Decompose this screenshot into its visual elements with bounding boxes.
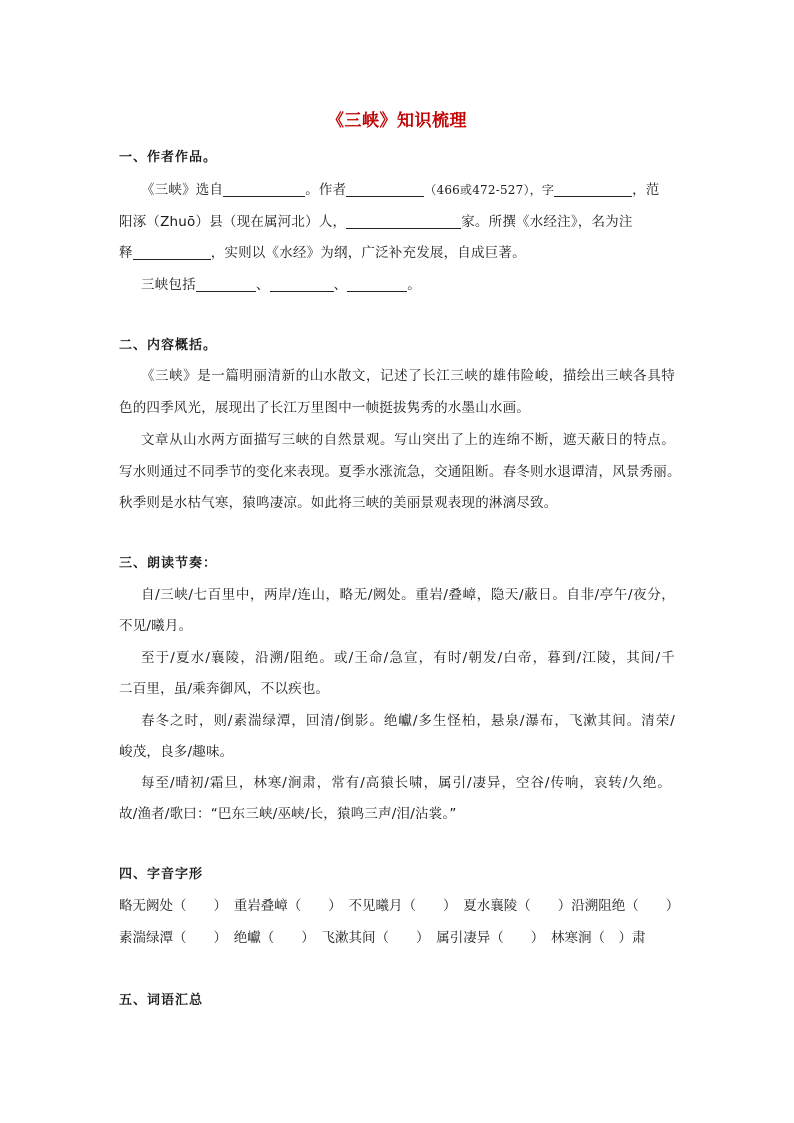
section5-heading: 五、词语汇总 <box>119 993 204 1008</box>
text-fragment: （466或472-527），字 <box>424 183 555 197</box>
blank-author[interactable] <box>346 182 424 197</box>
text-fragment: 、 <box>255 277 270 293</box>
section3-line: 自/三峡/七百里中，两岸/连山，略无/阙处。重岩/叠嶂，隐天/蔽日。自非/亭午/夜分， <box>141 587 675 603</box>
section2-heading: 二、内容概括。 <box>119 338 218 353</box>
blank-gorge-1[interactable] <box>196 277 256 292</box>
text-fragment: 。 <box>407 277 421 293</box>
section1-line4 <box>141 273 421 293</box>
section2-line: 文章从山水两方面描写三峡的自然景观。写山突出了上的连绵不断，遮天蔽日的特点。 <box>141 432 675 448</box>
section1-line1 <box>141 178 660 198</box>
text-fragment: 释 <box>119 245 133 261</box>
section3-line: 二百里，虽/乘奔御风，不以疾也。 <box>119 681 330 697</box>
text-fragment: ，实则以《水经》为纲，广泛补充发展，自成巨著。 <box>210 245 526 261</box>
page-title: 《三峡》知识梳理 <box>327 111 467 131</box>
blank-courtesy-name[interactable] <box>554 182 632 197</box>
section1-line3 <box>119 241 526 261</box>
section1-line2 <box>119 210 633 230</box>
section2-line: 写水则通过不同季节的变化来表现。夏季水涨流急，交通阻断。春冬则水退谭清，风景秀丽。 <box>119 464 681 480</box>
pronunciation-row-2: 素湍绿潭（ ） 绝巘（ ） 飞漱其间（ ） 属引凄异（ ） 林寒涧（ ）肃 <box>119 930 646 946</box>
text-fragment: ，范 <box>632 182 660 198</box>
pronunciation-row-1: 略无阙处（ ） 重岩叠嶂（ ） 不见曦月（ ） 夏水襄陵（ ）沿溯阻绝（ ） <box>119 898 680 914</box>
section3-line: 每至/晴初/霜旦，林寒/涧肃，常有/高猿长啸，属引/凄异，空谷/传响，哀转/久绝。 <box>141 775 671 791</box>
section2-line: 秋季则是水枯气寒，猿鸣凄凉。如此将三峡的美丽景观表现的淋漓尽致。 <box>119 495 558 511</box>
text-fragment: 阳涿（Zhuō）县（现在属河北）人， <box>119 214 347 230</box>
text-fragment: 、 <box>333 277 348 293</box>
text-fragment: 三峡包括 <box>141 277 196 293</box>
section3-line: 峻茂，良多/趣味。 <box>119 744 234 760</box>
section3-heading: 三、朗读节奏： <box>119 556 218 571</box>
blank-annotation[interactable] <box>133 245 211 260</box>
section1-heading: 一、作者作品。 <box>119 150 218 165</box>
blank-identity[interactable] <box>346 214 461 229</box>
text-fragment: 家。所撰《水经注》，名为注 <box>461 214 633 230</box>
section2-line: 色的四季风光，展现出了长江万里图中一帧挺拔隽秀的水墨山水画。 <box>119 400 530 416</box>
section3-line: 春冬之时，则/素湍绿潭，回清/倒影。绝巘/多生怪柏，悬泉/瀑布，飞漱其间。清荣/ <box>141 713 675 729</box>
blank-gorge-2[interactable] <box>270 277 334 292</box>
section3-line: 故/渔者/歌曰：“巴东三峡/巫峡/长，猿鸣三声/泪/沾裳。” <box>119 806 457 822</box>
blank-source[interactable] <box>223 182 305 197</box>
section3-line: 至于/夏水/襄陵，沿溯/阻绝。或/王命/急宣，有时/朝发/白帝，暮到/江陵，其间/千 <box>141 650 675 666</box>
text-fragment: 《三峡》选自 <box>141 182 224 198</box>
section2-line: 《三峡》是一篇明丽清新的山水散文，记述了长江三峡的雄伟险峻，描绘出三峡各具特 <box>141 368 675 384</box>
section4-heading: 四、字音字形 <box>119 867 204 882</box>
blank-gorge-3[interactable] <box>347 277 407 292</box>
section3-line: 不见/曦月。 <box>119 618 193 634</box>
text-fragment: 。作者 <box>305 182 347 198</box>
